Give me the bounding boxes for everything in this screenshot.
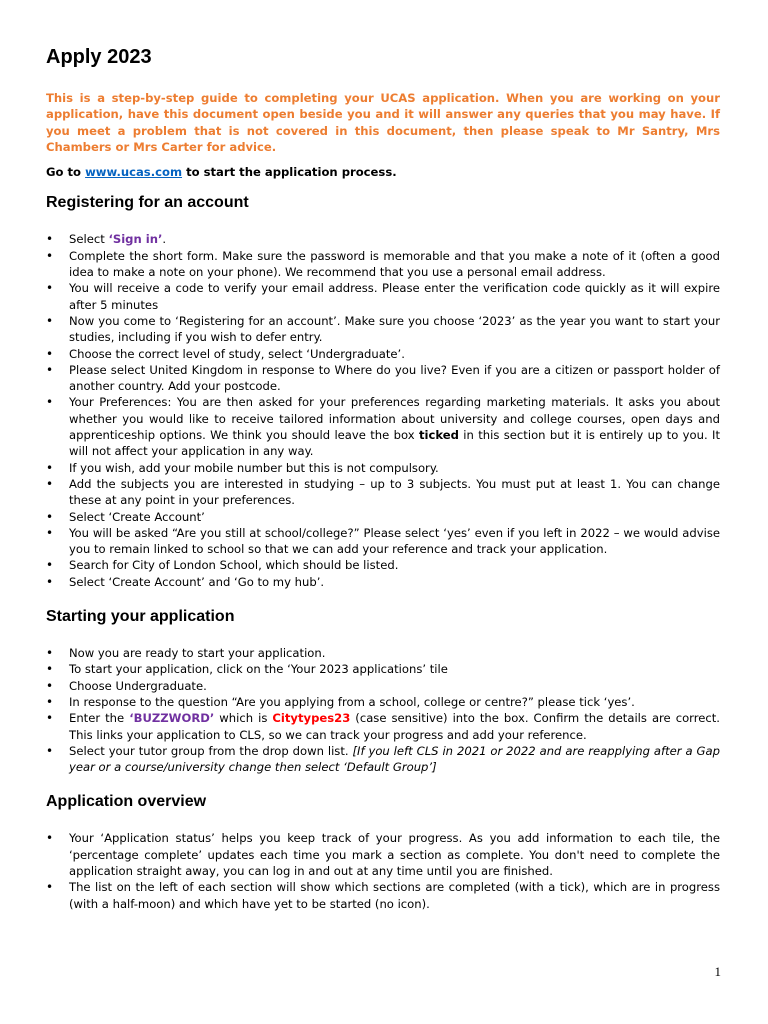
- item-text: (case sensitive) into the box. Confirm the details are correct. This links your application to CLS, so we can track your progress and add your reference.: [69, 711, 720, 742]
- list-item: [46, 394, 720, 459]
- list-item: • In response to the question “Are you applying from a school, college or centre?” please tick ‘yes’.: [46, 694, 720, 710]
- registering-heading: Registering for an account: [46, 194, 249, 212]
- document-page: [46, 44, 720, 928]
- registering-section: [46, 192, 720, 590]
- goto-suffix: to start the application process.: [182, 165, 397, 180]
- item-text: in this section but it is entirely up to you. It will not affect your application in any way.: [69, 428, 720, 459]
- list-item: • Now you are ready to start your application.: [46, 645, 720, 661]
- list-item: • If you wish, add your mobile number but this is not compulsory.: [46, 460, 720, 476]
- list-item: • Complete the short form. Make sure the password is memorable and that you make a note of it (often a good idea to make a note on your phone). We recommend that you use a personal email address.: [46, 248, 720, 281]
- starting-list: [46, 645, 720, 775]
- list-item: • To start your application, click on the ‘Your 2023 applications’ tile: [46, 661, 720, 677]
- buzzword-code: Citytypes23: [272, 711, 351, 726]
- list-item: • Choose the correct level of study, select ‘Undergraduate’.: [46, 346, 720, 362]
- list-item: • You will be asked “Are you still at school/college?” Please select ‘yes’ even if you left in 2022 – we would advise you to remain linked to school so that we can add your reference and track your application.: [46, 525, 720, 558]
- overview-section: [46, 791, 720, 911]
- list-item: • Please select United Kingdom in response to Where do you live? Even if you are a citizen or passport holder of another country. Add your postcode.: [46, 362, 720, 395]
- default-group-note: [If you left CLS in 2021 or 2022 and are reapplying after a Gap year or a course/university change then select ‘Default Group’]: [69, 743, 720, 775]
- item-text: Select: [69, 232, 109, 247]
- goto-line: [46, 164, 720, 180]
- item-text: which is: [214, 711, 273, 726]
- list-item: • Your ‘Application status’ helps you keep track of your progress. As you add information to each tile, the ‘percentage complete’ updates each time you mark a section as complete. You don't need to complete the application straight away, you can log in and out at any time until you are finished.: [46, 830, 720, 879]
- starting-heading: Starting your application: [46, 608, 235, 626]
- list-item: • You will receive a code to verify your email address. Please enter the verification code quickly as it will expire after 5 minutes: [46, 280, 720, 313]
- list-item: • Search for City of London School, which should be listed.: [46, 557, 720, 573]
- list-item: [46, 710, 720, 743]
- list-item: [46, 231, 720, 247]
- overview-list: [46, 830, 720, 911]
- item-text: Select your tutor group from the drop down list.: [69, 743, 353, 758]
- ticked-bold: ticked: [418, 428, 459, 443]
- buzzword-highlight: ‘BUZZWORD’: [129, 711, 215, 726]
- ucas-link[interactable]: www.ucas.com: [85, 165, 183, 180]
- list-item: • The list on the left of each section will show which sections are completed (with a tick), which are in progress (with a half-moon) and which have yet to be started (no icon).: [46, 879, 720, 912]
- sign-in-highlight: ‘Sign in’: [108, 232, 163, 247]
- list-item: [46, 743, 720, 776]
- goto-prefix: Go to: [46, 165, 86, 180]
- list-item: • Now you come to ‘Registering for an account’. Make sure you choose ‘2023’ as the year you want to start your studies, including if you wish to defer entry.: [46, 313, 720, 346]
- list-item: • Select ‘Create Account’: [46, 509, 720, 525]
- intro-paragraph: This is a step-by-step guide to completing your UCAS application. When you are working on your application, have this document open beside you and it will answer any queries that you may have. If you meet a problem that is not covered in this document, then please speak to Mr Santry, Mrs Chambers or Mrs Carter for advice.: [46, 91, 720, 154]
- list-item: • Add the subjects you are interested in studying – up to 3 subjects. You must put at least 1. You can change these at any point in your preferences.: [46, 476, 720, 509]
- list-item: • Select ‘Create Account’ and ‘Go to my hub’.: [46, 574, 720, 590]
- list-item: • Choose Undergraduate.: [46, 678, 720, 694]
- item-text: Your Preferences: You are then asked for your preferences regarding marketing materials. It asks you about whether you would like to receive tailored information about university and college courses, open days and apprenticeship options. We think you should leave the box: [69, 395, 720, 443]
- item-text: Enter the: [69, 711, 130, 726]
- registering-list: [46, 231, 720, 590]
- item-text: .: [162, 232, 167, 247]
- page-number: 1: [714, 964, 721, 979]
- overview-heading: Application overview: [46, 793, 207, 811]
- page-title: Apply 2023: [46, 46, 152, 68]
- starting-section: [46, 606, 720, 775]
